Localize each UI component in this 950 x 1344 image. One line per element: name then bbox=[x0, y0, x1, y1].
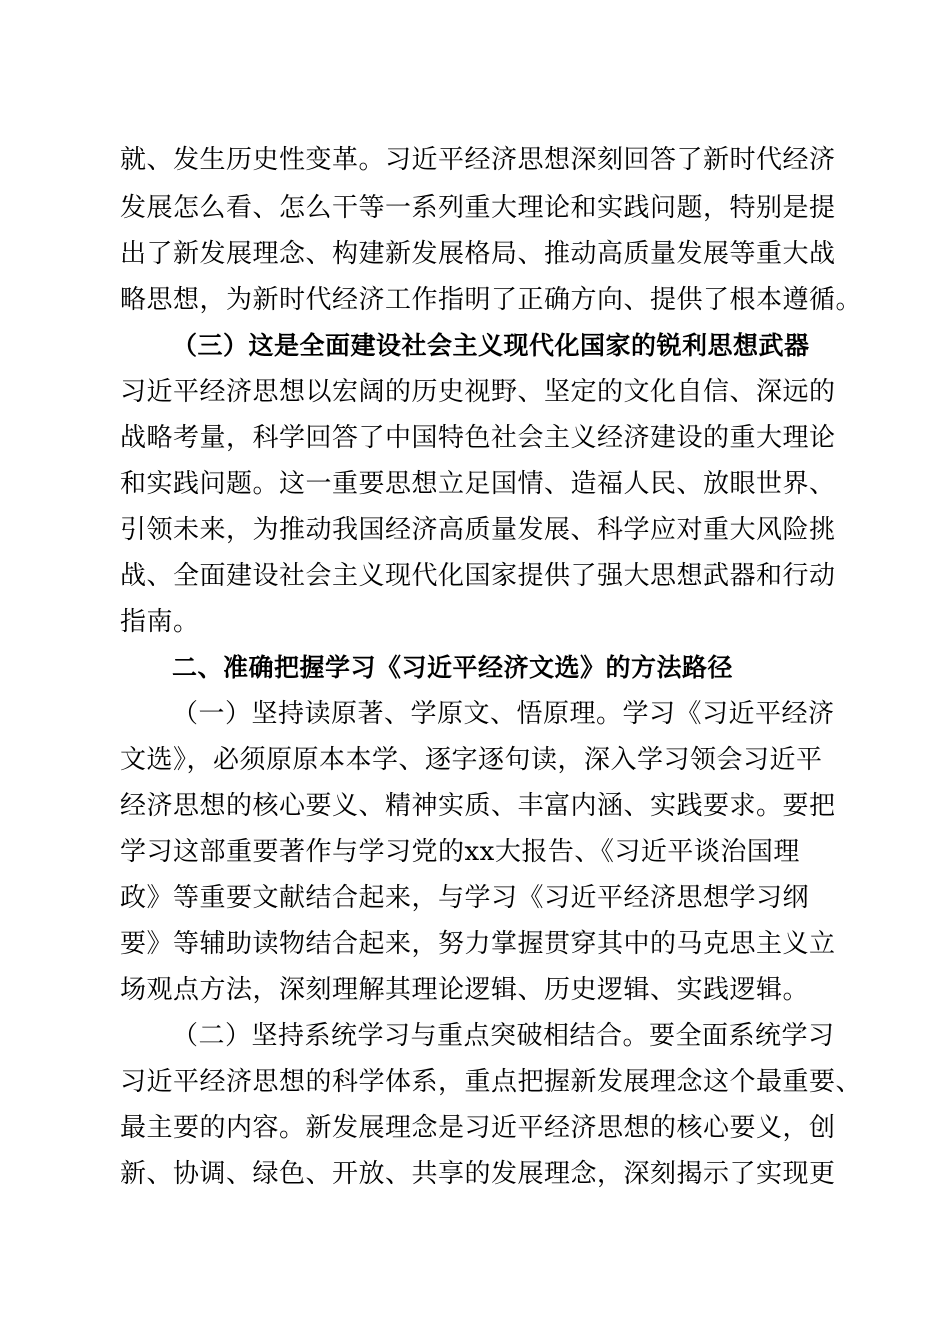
paragraph-line: 指南。 bbox=[120, 607, 200, 637]
paragraph-line: 新、协调、绿色、开放、共享的发展理念，深刻揭示了实现更 bbox=[120, 1159, 836, 1189]
paragraph-line: 习近平经济思想的科学体系，重点把握新发展理念这个最重要、 bbox=[120, 1067, 863, 1097]
paragraph-line: 要》等辅助读物结合起来，努力掌握贯穿其中的马克思主义立 bbox=[120, 929, 836, 959]
paragraph-line: （二）坚持系统学习与重点突破相结合。要全面系统学习 bbox=[172, 1021, 835, 1051]
paragraph-line: 发展怎么看、怎么干等一系列重大理论和实践问题，特别是提 bbox=[120, 193, 836, 223]
paragraph-line: 战、全面建设社会主义现代化国家提供了强大思想武器和行动 bbox=[120, 561, 836, 591]
paragraph-line: 政》等重要文献结合起来，与学习《习近平经济思想学习纲 bbox=[120, 883, 810, 913]
paragraph-line: 经济思想的核心要义、精神实质、丰富内涵、实践要求。要把 bbox=[120, 791, 836, 821]
paragraph-line: 场观点方法，深刻理解其理论逻辑、历史逻辑、实践逻辑。 bbox=[120, 975, 810, 1005]
paragraph-line: 学习这部重要著作与学习党的xx大报告、《习近平谈治国理 bbox=[120, 837, 800, 867]
paragraph-line: 文选》，必须原原本本学、逐字逐句读，深入学习领会习近平 bbox=[120, 745, 823, 775]
paragraph-line: 和实践问题。这一重要思想立足国情、造福人民、放眼世界、 bbox=[120, 469, 836, 499]
paragraph-line: 习近平经济思想以宏阔的历史视野、坚定的文化自信、深远的 bbox=[120, 377, 836, 407]
paragraph-line: 略思想，为新时代经济工作指明了正确方向、提供了根本遵循。 bbox=[120, 285, 863, 315]
paragraph-line: （一）坚持读原著、学原文、悟原理。学习《习近平经济 bbox=[172, 699, 835, 729]
section-subheading: （三）这是全面建设社会主义现代化国家的锐利思想武器 bbox=[172, 331, 810, 360]
paragraph-line: 最主要的内容。新发展理念是习近平经济思想的核心要义，创 bbox=[120, 1113, 836, 1143]
paragraph-line: 就、发生历史性变革。习近平经济思想深刻回答了新时代经济 bbox=[120, 145, 836, 175]
paragraph-line: 战略考量，科学回答了中国特色社会主义经济建设的重大理论 bbox=[120, 423, 836, 453]
section-heading: 二、准确把握学习《习近平经济文选》的方法路径 bbox=[172, 653, 734, 682]
paragraph-line: 出了新发展理念、构建新发展格局、推动高质量发展等重大战 bbox=[120, 239, 836, 269]
paragraph-line: 引领未来，为推动我国经济高质量发展、科学应对重大风险挑 bbox=[120, 515, 836, 545]
